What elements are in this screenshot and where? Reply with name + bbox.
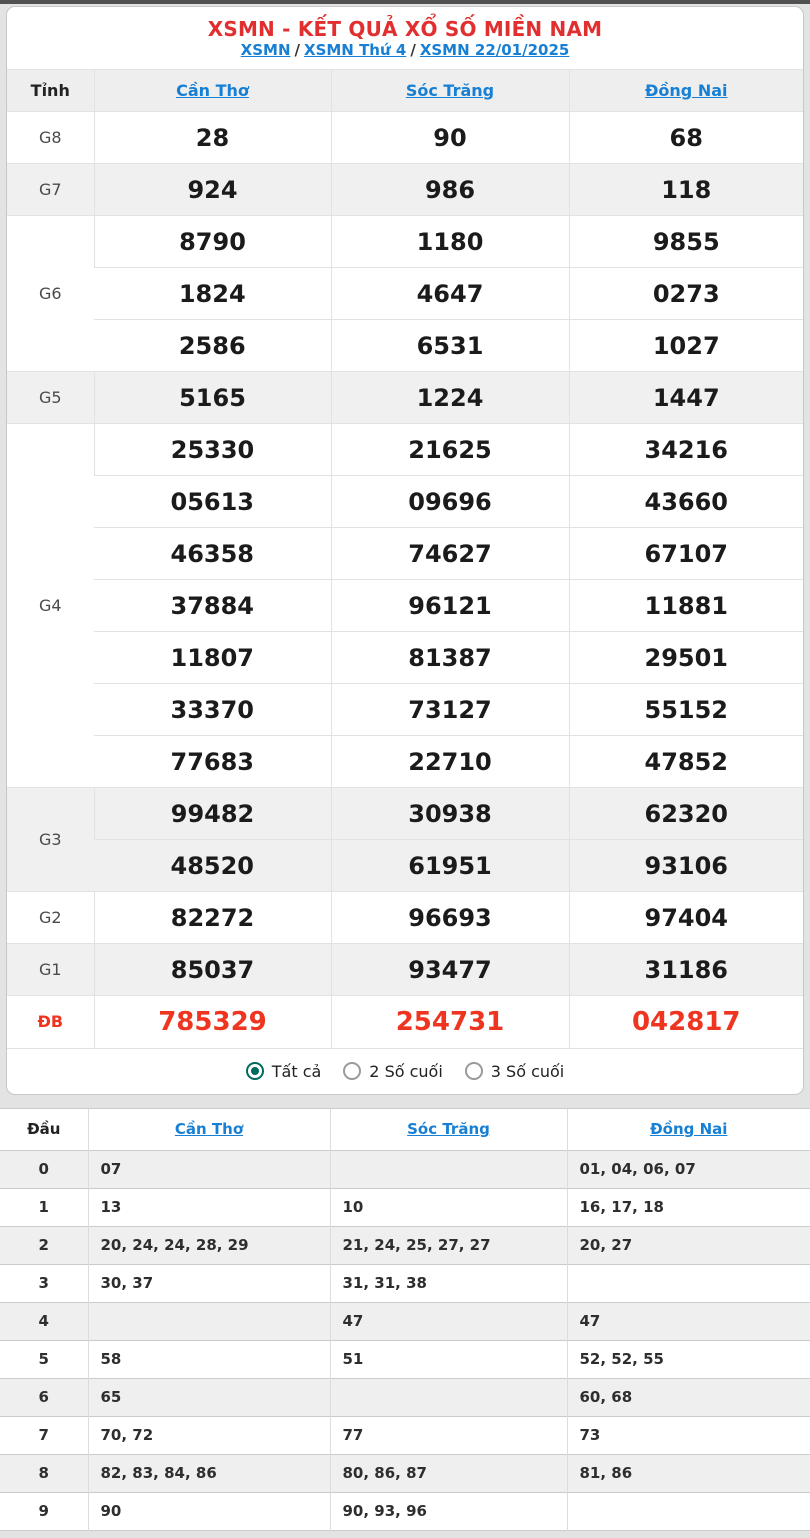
tail-cell: [567, 1264, 810, 1302]
prize-row-g4: [7, 684, 803, 736]
radio-icon: [343, 1062, 361, 1080]
result-cell: 37884: [94, 580, 331, 632]
results-header-row: [7, 70, 803, 112]
result-cell: 82272: [94, 892, 331, 944]
results-table: [7, 69, 803, 1048]
tail-cell: [330, 1150, 567, 1188]
prize-row-g6: [7, 320, 803, 372]
prize-label-g6: G6: [7, 216, 94, 372]
prize-label-db: ĐB: [7, 996, 94, 1048]
tail-digit: 7: [0, 1416, 88, 1454]
tail-cell: 21, 24, 25, 27, 27: [330, 1226, 567, 1264]
result-cell: 43660: [569, 476, 803, 528]
result-cell: 46358: [94, 528, 331, 580]
result-cell: 986: [331, 164, 569, 216]
result-cell: 29501: [569, 632, 803, 684]
special-prize-cell: 254731: [331, 996, 569, 1048]
prize-row-g3: [7, 840, 803, 892]
tail-cell: 70, 72: [88, 1416, 330, 1454]
result-cell: 924: [94, 164, 331, 216]
tail-cell: [330, 1378, 567, 1416]
result-cell: 1824: [94, 268, 331, 320]
tail-cell: 65: [88, 1378, 330, 1416]
filter-option-2-last-digits[interactable]: [343, 1062, 442, 1081]
tails-row-6: [0, 1378, 810, 1416]
result-cell: 1027: [569, 320, 803, 372]
result-cell: 73127: [331, 684, 569, 736]
tail-cell: 58: [88, 1340, 330, 1378]
column-link-dong-nai[interactable]: Đồng Nai: [645, 81, 728, 100]
results-card: [6, 6, 804, 1095]
result-cell: 47852: [569, 736, 803, 788]
result-cell: 11807: [94, 632, 331, 684]
tails-header-row: [0, 1108, 810, 1150]
result-cell: 1224: [331, 372, 569, 424]
prize-row-g2: [7, 892, 803, 944]
prize-row-g6: [7, 216, 803, 268]
column-link-can-tho[interactable]: Cần Thơ: [176, 81, 249, 100]
result-cell: 25330: [94, 424, 331, 476]
tail-cell: [567, 1492, 810, 1530]
breadcrumb-separator: /: [410, 41, 416, 59]
tails-column-link-can-tho[interactable]: Cần Thơ: [174, 1120, 244, 1138]
result-cell: 74627: [331, 528, 569, 580]
tails-table: [0, 1108, 810, 1531]
tail-digit: 5: [0, 1340, 88, 1378]
result-cell: 5165: [94, 372, 331, 424]
result-cell: 85037: [94, 944, 331, 996]
tails-row-5: [0, 1340, 810, 1378]
tail-digit: 1: [0, 1188, 88, 1226]
result-cell: 28: [94, 112, 331, 164]
prize-row-g4: [7, 736, 803, 788]
prize-label-g3: G3: [7, 788, 94, 892]
tail-digit: 4: [0, 1302, 88, 1340]
result-cell: 11881: [569, 580, 803, 632]
special-prize-cell: 785329: [94, 996, 331, 1048]
tails-row-2: [0, 1226, 810, 1264]
tails-row-4: [0, 1302, 810, 1340]
prize-label-g5: G5: [7, 372, 94, 424]
result-cell: 62320: [569, 788, 803, 840]
prize-row-g6: [7, 268, 803, 320]
tails-row-7: [0, 1416, 810, 1454]
tail-cell: 47: [330, 1302, 567, 1340]
tail-digit: 2: [0, 1226, 88, 1264]
result-cell: 1180: [331, 216, 569, 268]
window-edge: [0, 0, 810, 4]
tail-cell: 01, 04, 06, 07: [567, 1150, 810, 1188]
result-cell: 48520: [94, 840, 331, 892]
result-cell: 31186: [569, 944, 803, 996]
result-cell: 67107: [569, 528, 803, 580]
prize-label-g2: G2: [7, 892, 94, 944]
result-cell: 55152: [569, 684, 803, 736]
tail-cell: 51: [330, 1340, 567, 1378]
result-cell: 93477: [331, 944, 569, 996]
filter-option-label: 2 Số cuối: [369, 1061, 443, 1081]
breadcrumb-link-xsmn-date[interactable]: XSMN 22/01/2025: [419, 41, 570, 59]
radio-icon: [246, 1062, 264, 1080]
tails-row-8: [0, 1454, 810, 1492]
result-cell: 77683: [94, 736, 331, 788]
filter-option-label: 3 Số cuối: [490, 1061, 565, 1081]
prize-row-g4: [7, 476, 803, 528]
filter-option-all[interactable]: [246, 1062, 322, 1081]
column-link-soc-trang[interactable]: Sóc Trăng: [405, 81, 495, 100]
tail-digit: 0: [0, 1150, 88, 1188]
result-cell: 61951: [331, 840, 569, 892]
result-cell: 99482: [94, 788, 331, 840]
prize-row-g4: [7, 632, 803, 684]
tail-cell: 81, 86: [567, 1454, 810, 1492]
prize-label-g4: G4: [7, 424, 94, 788]
prize-label-g1: G1: [7, 944, 94, 996]
result-cell: 34216: [569, 424, 803, 476]
tails-row-3: [0, 1264, 810, 1302]
tail-digit: 9: [0, 1492, 88, 1530]
result-cell: 4647: [331, 268, 569, 320]
tail-cell: 82, 83, 84, 86: [88, 1454, 330, 1492]
tail-cell: 47: [567, 1302, 810, 1340]
prize-row-g4: [7, 424, 803, 476]
province-corner-label: Tỉnh: [7, 70, 94, 112]
filter-option-label: Tất cả: [271, 1061, 322, 1081]
tails-corner-label: Đầu: [0, 1108, 88, 1150]
display-filter: [7, 1048, 803, 1094]
result-cell: 2586: [94, 320, 331, 372]
result-cell: 96693: [331, 892, 569, 944]
tail-cell: 31, 31, 38: [330, 1264, 567, 1302]
filter-option-3-last-digits[interactable]: [465, 1062, 564, 1081]
special-prize-cell: 042817: [569, 996, 803, 1048]
result-cell: 0273: [569, 268, 803, 320]
result-cell: 96121: [331, 580, 569, 632]
tail-cell: 13: [88, 1188, 330, 1226]
result-cell: 1447: [569, 372, 803, 424]
tail-cell: 52, 52, 55: [567, 1340, 810, 1378]
tail-cell: 10: [330, 1188, 567, 1226]
prize-row-g4: [7, 580, 803, 632]
breadcrumb: [7, 41, 803, 69]
prize-row-g4: [7, 528, 803, 580]
result-cell: 05613: [94, 476, 331, 528]
breadcrumb-link-xsmn[interactable]: XSMN: [240, 41, 291, 59]
tail-cell: 90, 93, 96: [330, 1492, 567, 1530]
tail-digit: 6: [0, 1378, 88, 1416]
radio-icon: [465, 1062, 483, 1080]
prize-label-g7: G7: [7, 164, 94, 216]
prize-row-g3: [7, 788, 803, 840]
breadcrumb-separator: /: [294, 41, 300, 59]
prize-row-g1: [7, 944, 803, 996]
result-cell: 30938: [331, 788, 569, 840]
tails-row-9: [0, 1492, 810, 1530]
prize-row-db: [7, 996, 803, 1048]
tail-cell: 20, 27: [567, 1226, 810, 1264]
prize-row-g5: [7, 372, 803, 424]
result-cell: 90: [331, 112, 569, 164]
tail-digit: 8: [0, 1454, 88, 1492]
tail-cell: 07: [88, 1150, 330, 1188]
tails-row-1: [0, 1188, 810, 1226]
tail-digit: 3: [0, 1264, 88, 1302]
result-cell: 97404: [569, 892, 803, 944]
result-cell: 81387: [331, 632, 569, 684]
result-cell: 22710: [331, 736, 569, 788]
prize-row-g7: [7, 164, 803, 216]
tails-section: [0, 1108, 810, 1531]
breadcrumb-link-xsmn-thu4[interactable]: XSMN Thứ 4: [304, 41, 407, 59]
result-cell: 09696: [331, 476, 569, 528]
tail-cell: 30, 37: [88, 1264, 330, 1302]
result-cell: 68: [569, 112, 803, 164]
tail-cell: 90: [88, 1492, 330, 1530]
tails-column-link-dong-nai[interactable]: Đồng Nai: [650, 1120, 728, 1138]
result-cell: 118: [569, 164, 803, 216]
result-cell: 21625: [331, 424, 569, 476]
result-cell: 93106: [569, 840, 803, 892]
tail-cell: 77: [330, 1416, 567, 1454]
tail-cell: 80, 86, 87: [330, 1454, 567, 1492]
tail-cell: 16, 17, 18: [567, 1188, 810, 1226]
result-cell: 8790: [94, 216, 331, 268]
prize-row-g8: [7, 112, 803, 164]
tails-row-0: [0, 1150, 810, 1188]
tail-cell: [88, 1302, 330, 1340]
tail-cell: 60, 68: [567, 1378, 810, 1416]
tail-cell: 73: [567, 1416, 810, 1454]
page-title: XSMN - KẾT QUẢ XỔ SỐ MIỀN NAM: [207, 17, 603, 41]
result-cell: 6531: [331, 320, 569, 372]
tail-cell: 20, 24, 24, 28, 29: [88, 1226, 330, 1264]
result-cell: 33370: [94, 684, 331, 736]
tails-column-link-soc-trang[interactable]: Sóc Trăng: [407, 1120, 490, 1138]
result-cell: 9855: [569, 216, 803, 268]
prize-label-g8: G8: [7, 112, 94, 164]
